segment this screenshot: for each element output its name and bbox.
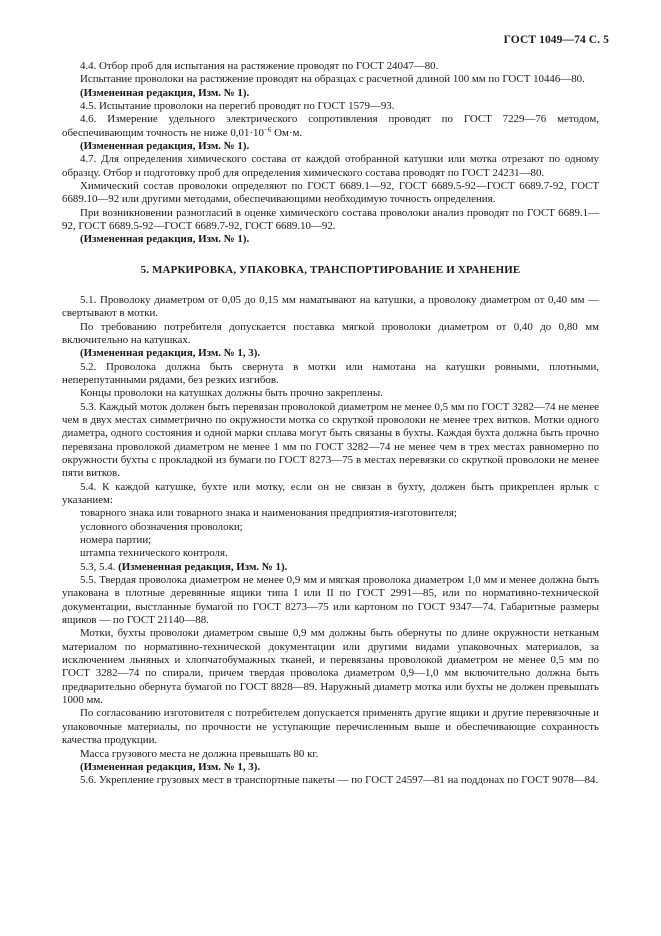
paragraph-text: Ом·м. <box>271 126 303 139</box>
revision-note: (Измененная редакция, Изм. № 1). <box>118 560 288 573</box>
paragraph: 4.7. Для определения химического состава от каждой отобранной катушки или мотка отрезают по одному образцу. Отбор и подготовку проб для определения химического состава проводят по ГОСТ 24231—80. <box>62 153 599 179</box>
paragraph: 5.3. Каждый моток должен быть перевязан проволокой диаметром не менее 0,5 мм по ГОСТ 3282—74 не менее чем в двух местах симметрично по окружности мотка со скруткой проволоки не менее трех витков. Мотки одного диаметра, одного состояния и одной марки сплава могут быть связаны в бухты. Каждая бухта должна быть прочно перевязана проволокой диаметром не менее 1 мм по ГОСТ 3282—74 не менее чем в трех местах равномерно по окружности бухты с прокладкой из бумаги по ГОСТ 8273—75 в местах перевязки со скруткой проволоки не менее пяти витков. <box>62 400 599 480</box>
paragraph: 5.5. Твердая проволока диаметром не менее 0,9 мм и мягкая проволока диаметром 1,0 мм и менее должна быть упакована в плотные деревянные ящики типа I или II по ГОСТ 2991—85, или по нормативно-технической документации, выстланные бумагой по ГОСТ 8273—75 или картоном по ГОСТ 9347—74. Габаритные размеры ящиков — по ГОСТ 21140—88. <box>62 574 599 627</box>
paragraph: 5.2. Проволока должна быть свернута в мотки или намотана на катушки ровными, плотными, неперепутанными рядами, без резких изгибов. <box>62 360 599 386</box>
paragraph: Концы проволоки на катушках должны быть прочно закреплены. <box>80 387 383 400</box>
list-item: штампа технического контроля. <box>80 547 228 560</box>
paragraph: 4.4. Отбор проб для испытания на растяжение проводят по ГОСТ 24047—80. <box>80 60 439 72</box>
page-header: ГОСТ 1049—74 С. 5 <box>503 34 609 46</box>
document-body <box>62 60 599 788</box>
paragraph: 4.5. Испытание проволоки на перегиб проводят по ГОСТ 1579—93. <box>80 100 395 113</box>
list-item: условного обозначения проволоки; <box>80 520 243 533</box>
paragraph: При возникновении разногласий в оценке химического состава проволоки анализ проводят по ГОСТ 6689.1—92, ГОСТ 6689.5-92—ГОСТ 6689.7-92, ГОСТ 6689.10—92. <box>62 206 599 233</box>
paragraph: 5.4. К каждой катушке, бухте или мотку, если он не связан в бухту, должен быть прикреплен ярлык с указанием: <box>62 480 599 506</box>
revision-note: (Измененная редакция, Изм. № 1, 3). <box>80 347 261 360</box>
paragraph: По согласованию изготовителя с потребителем допускается применять другие ящики и другие перевязочные и упаковочные материалы, по прочности не уступающие перечисленным выше и обеспечивающие сохранность качества продукции. <box>62 707 599 747</box>
paragraph: Масса грузового места не должна превышать 80 кг. <box>80 747 319 760</box>
paragraph: Мотки, бухты проволоки диаметром свыше 0,9 мм должны быть обернуты по длине окружности нетканым материалом по нормативно-технической документации или другими видами упаковочных материалов, за исключением льняных и хлопчатобумажных тканей, и перевязаны проволокой диаметром не менее 0,5 мм по ГОСТ 3282—74 по спирали, причем твердая проволока диаметром 0,9—1,0 мм включительно должна быть предварительно обернута бумагой по ГОСТ 8828—89. Наружный диаметр мотка или бухты не должен превышать 1000 мм. <box>62 627 599 707</box>
paragraph <box>62 561 599 574</box>
revision-note: (Измененная редакция, Изм. № 1). <box>80 233 250 246</box>
section-title: 5. МАРКИРОВКА, УПАКОВКА, ТРАНСПОРТИРОВАНИЕ И ХРАНЕНИЕ <box>140 263 521 276</box>
list-item: товарного знака или товарного знака и наименования предприятия-изготовителя; <box>80 507 457 520</box>
paragraph-text: 5.3, 5.4. <box>80 560 119 573</box>
paragraph: 5.6. Укрепление грузовых мест в транспортные пакеты — по ГОСТ 24597—81 на поддонах по ГОСТ 9078—84. <box>80 774 599 787</box>
paragraph: По требованию потребителя допускается поставка мягкой проволоки диаметром от 0,40 до 0,80 мм включительно на катушках. <box>62 320 599 346</box>
paragraph: 5.1. Проволоку диаметром от 0,05 до 0,15 мм наматывают на катушки, а проволоку диаметром от 0,40 мм — свертывают в мотки. <box>62 293 599 320</box>
exponent: −6 <box>263 125 272 134</box>
paragraph <box>62 113 599 140</box>
paragraph-text: 4.6. Измерение удельного электрического сопротивления проводят по ГОСТ 7229—76 методом, обеспечивающим точность не ниже 0,01·10 <box>62 113 599 139</box>
paragraph: Химический состав проволоки определяют по ГОСТ 6689.1—92, ГОСТ 6689.5-92—ГОСТ 6689.7-92, ГОСТ 6689.10—92 или другими методами, обеспечивающими необходимую точность определения. <box>62 180 599 206</box>
revision-note: (Измененная редакция, Изм. № 1). <box>80 140 250 153</box>
paragraph: Испытание проволоки на растяжение проводят на образцах с расчетной длиной 100 мм по ГОСТ 10446—80. <box>80 73 585 86</box>
list-item: номера партии; <box>80 534 152 546</box>
revision-note: (Измененная редакция, Изм. № 1). <box>80 86 250 99</box>
revision-note: (Измененная редакция, Изм. № 1, 3). <box>80 760 261 773</box>
